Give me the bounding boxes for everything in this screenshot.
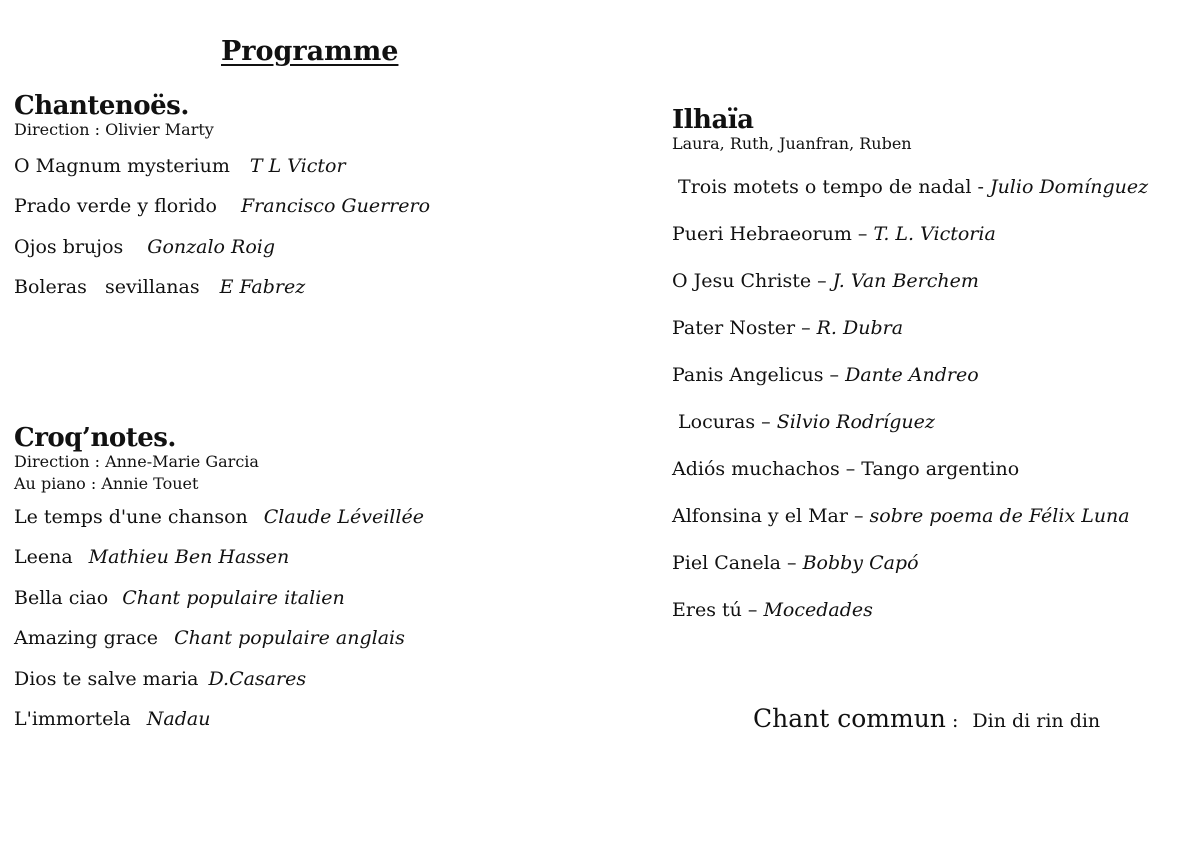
program-item <box>672 258 1182 305</box>
program-list <box>14 146 430 308</box>
piece-composer: Julio Domínguez <box>989 175 1149 198</box>
piece-title: Panis Angelicus – <box>672 363 846 386</box>
piece-composer: Bobby Capó <box>802 551 919 574</box>
piece-title: Pater Noster – <box>672 316 817 339</box>
piece-title: Leena <box>14 546 73 569</box>
piece-title: Dios te salve maria <box>14 667 199 690</box>
program-item <box>672 164 1182 211</box>
program-item <box>14 659 424 700</box>
page-title: Programme <box>221 36 399 67</box>
piece-title: Pueri Hebraeorum – <box>672 222 874 245</box>
group-croqnotes <box>14 424 424 740</box>
piece-title: O Jesu Christe – <box>672 269 833 292</box>
chant-commun-separator: : <box>945 710 965 732</box>
piece-title: Prado verde y florido <box>14 195 217 218</box>
program-item <box>672 352 1182 399</box>
chant-commun <box>753 704 1100 733</box>
program-item <box>14 497 424 538</box>
piece-title: Bella ciao <box>14 586 109 609</box>
group-chantenoes <box>14 92 430 308</box>
piece-title: Locuras – <box>672 410 777 433</box>
program-item <box>14 699 424 740</box>
group-name: Croq’notes. <box>14 423 176 453</box>
program-item <box>14 227 430 268</box>
piece-composer: sobre poema de Félix Luna <box>869 504 1130 527</box>
program-item <box>672 493 1182 540</box>
piece-title: Boleras sevillanas <box>14 276 200 299</box>
program-item <box>672 446 1182 493</box>
piece-composer: Chant populaire anglais <box>174 627 405 650</box>
piece-title: L'immortela <box>14 708 131 731</box>
piece-title: Trois motets o tempo de nadal - <box>672 175 990 198</box>
program-item <box>672 305 1182 352</box>
piece-composer: Mocedades <box>763 598 873 621</box>
program-item <box>14 186 430 227</box>
piece-composer: Gonzalo Roig <box>147 235 275 258</box>
program-item <box>14 267 430 308</box>
piece-title: Amazing grace <box>14 627 159 650</box>
piece-composer: Chant populaire italien <box>122 586 345 609</box>
piece-title: Eres tú – <box>672 598 764 621</box>
chant-commun-label: Chant commun <box>753 704 946 733</box>
program-item <box>14 537 424 578</box>
piece-composer: Claude Léveillée <box>263 505 424 528</box>
program-item <box>14 146 430 187</box>
piece-composer: Nadau <box>146 708 211 731</box>
piece-composer: T. L. Victoria <box>873 222 996 245</box>
piece-composer: Mathieu Ben Hassen <box>88 546 290 569</box>
group-pianist: Au piano : Annie Touet <box>14 473 199 493</box>
piece-composer: R. Dubra <box>816 316 904 339</box>
group-director: Direction : Olivier Marty <box>14 119 214 139</box>
program-item <box>14 578 424 619</box>
group-members: Laura, Ruth, Juanfran, Ruben <box>672 133 912 153</box>
program-item <box>672 540 1182 587</box>
piece-title: Ojos brujos <box>14 235 124 258</box>
program-item <box>672 587 1182 634</box>
piece-title: Piel Canela – <box>672 551 803 574</box>
right-column <box>672 106 1182 634</box>
program-item <box>14 618 424 659</box>
chant-commun-song: Din di rin din <box>972 710 1101 732</box>
piece-title: Le temps d'une chanson <box>14 505 248 528</box>
piece-title: Alfonsina y el Mar – <box>672 504 870 527</box>
piece-composer: T L Victor <box>249 154 346 177</box>
piece-composer: J. Van Berchem <box>832 269 979 292</box>
program-item <box>672 211 1182 258</box>
group-name: Chantenoës. <box>14 91 189 121</box>
group-name: Ilhaïa <box>672 105 754 135</box>
group-director: Direction : Anne-Marie Garcia <box>14 451 259 471</box>
piece-title: O Magnum mysterium <box>14 154 230 177</box>
piece-composer: Silvio Rodríguez <box>776 410 935 433</box>
piece-composer: Dante Andreo <box>845 363 979 386</box>
program-list <box>14 497 424 740</box>
piece-composer: D.Casares <box>208 667 307 690</box>
program-item <box>672 399 1182 446</box>
program-list <box>672 164 1182 634</box>
piece-title: Adiós muchachos – Tango argentino <box>672 457 1020 480</box>
piece-composer: E Fabrez <box>219 276 306 299</box>
piece-composer: Francisco Guerrero <box>241 195 431 218</box>
